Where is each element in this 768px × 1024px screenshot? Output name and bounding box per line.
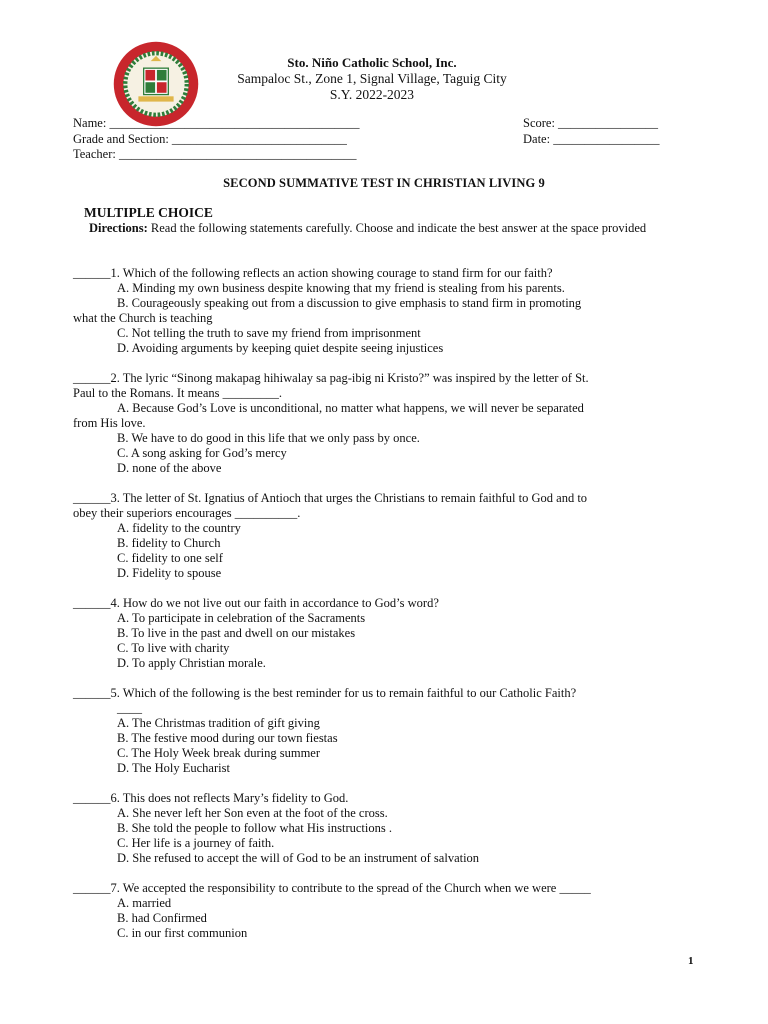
option-c: C. fidelity to one self <box>117 551 223 565</box>
question-2 <box>73 371 693 476</box>
question-stem[interactable]: ______5. Which of the following is the best reminder for us to remain faithful to our Catholic Faith? <box>73 686 577 700</box>
question-3 <box>73 491 693 581</box>
option-d: D. none of the above <box>117 461 222 475</box>
option-a: A. She never left her Son even at the foot of the cross. <box>117 806 388 820</box>
option-a: A. To participate in celebration of the Sacraments <box>117 611 366 625</box>
option-b: B. She told the people to follow what His instructions . <box>117 821 392 835</box>
section-heading: MULTIPLE CHOICE <box>84 205 213 220</box>
option-b: B. We have to do good in this life that we only pass by once. <box>117 431 420 445</box>
school-year: S.Y. 2022-2023 <box>329 87 415 102</box>
question-5 <box>73 686 693 776</box>
question-stem[interactable]: ______1. Which of the following reflects an action showing courage to stand firm for our faith? <box>73 266 553 280</box>
directions-label: Directions: <box>89 221 148 235</box>
option-b: B. Courageously speaking out from a discussion to give emphasis to stand firm in promoting <box>117 296 582 310</box>
option-a: A. The Christmas tradition of gift giving <box>117 716 320 730</box>
option-b: B. fidelity to Church <box>117 536 221 550</box>
question-list <box>73 266 693 956</box>
option-a: A. fidelity to the country <box>117 521 241 535</box>
option-b: B. To live in the past and dwell on our mistakes <box>117 626 356 640</box>
option-c: C. A song asking for God’s mercy <box>117 446 287 460</box>
grade-section-field[interactable]: Grade and Section: ____________________________ <box>73 131 347 146</box>
question-1 <box>73 266 693 356</box>
option-c: C. To live with charity <box>117 641 230 655</box>
score-date-info <box>523 116 659 147</box>
option-a-continued: from His love. <box>73 416 146 430</box>
name-field[interactable]: Name: ________________________________________ <box>73 116 360 130</box>
option-a: A. Because God’s Love is unconditional, no matter what happens, we will never be separated <box>117 401 584 415</box>
question-6 <box>73 791 693 866</box>
question-stem-continued: ____ <box>117 701 142 715</box>
question-4 <box>73 596 693 671</box>
question-stem-continued: obey their superiors encourages __________. <box>73 506 301 520</box>
option-d: D. To apply Christian morale. <box>117 656 266 670</box>
page-number: 1 <box>688 955 694 967</box>
school-header <box>212 55 532 103</box>
teacher-field[interactable]: Teacher: ______________________________________ <box>73 147 357 161</box>
question-stem[interactable]: ______3. The letter of St. Ignatius of Antioch that urges the Christians to remain faithful to God and to <box>73 491 588 505</box>
student-info <box>73 116 359 163</box>
option-c: C. The Holy Week break during summer <box>117 746 321 760</box>
option-d: D. Avoiding arguments by keeping quiet despite seeing injustices <box>117 341 444 355</box>
date-field[interactable]: Date: _________________ <box>523 131 660 146</box>
option-b-continued: what the Church is teaching <box>73 311 213 325</box>
option-b: B. The festive mood during our town fiestas <box>117 731 338 745</box>
score-field[interactable]: Score: ________________ <box>523 116 659 130</box>
option-c: C. in our first communion <box>117 926 248 940</box>
question-stem[interactable]: ______7. We accepted the responsibility to contribute to the spread of the Church when we were _____ <box>73 881 591 895</box>
question-stem-continued: Paul to the Romans. It means _________. <box>73 386 283 400</box>
option-a: A. Minding my own business despite knowing that my friend is stealing from his parents. <box>117 281 565 295</box>
option-c: C. Her life is a journey of faith. <box>117 836 275 850</box>
question-7 <box>73 881 693 941</box>
option-c: C. Not telling the truth to save my friend from imprisonment <box>117 326 421 340</box>
school-address: Sampaloc St., Zone 1, Signal Village, Taguig City <box>237 71 507 86</box>
option-d: D. The Holy Eucharist <box>117 761 230 775</box>
directions-text: Read the following statements carefully. Choose and indicate the best answer at the space provided <box>147 221 647 235</box>
question-stem[interactable]: ______4. How do we not live out our faith in accordance to God’s word? <box>73 596 439 610</box>
question-stem[interactable]: ______6. This does not reflects Mary’s fidelity to God. <box>73 791 349 805</box>
option-a: A. married <box>117 896 172 910</box>
option-b: B. had Confirmed <box>117 911 207 925</box>
directions <box>73 221 673 237</box>
question-stem[interactable]: ______2. The lyric “Sinong makapag hihiwalay sa pag-ibig ni Kristo?” was inspired by the letter of St. <box>73 371 589 385</box>
option-d: D. She refused to accept the will of God to be an instrument of salvation <box>117 851 480 865</box>
option-d: D. Fidelity to spouse <box>117 566 222 580</box>
school-logo <box>112 40 200 128</box>
school-name: Sto. Niño Catholic School, Inc. <box>287 55 457 70</box>
test-title: SECOND SUMMATIVE TEST IN CHRISTIAN LIVING 9 <box>223 176 545 190</box>
